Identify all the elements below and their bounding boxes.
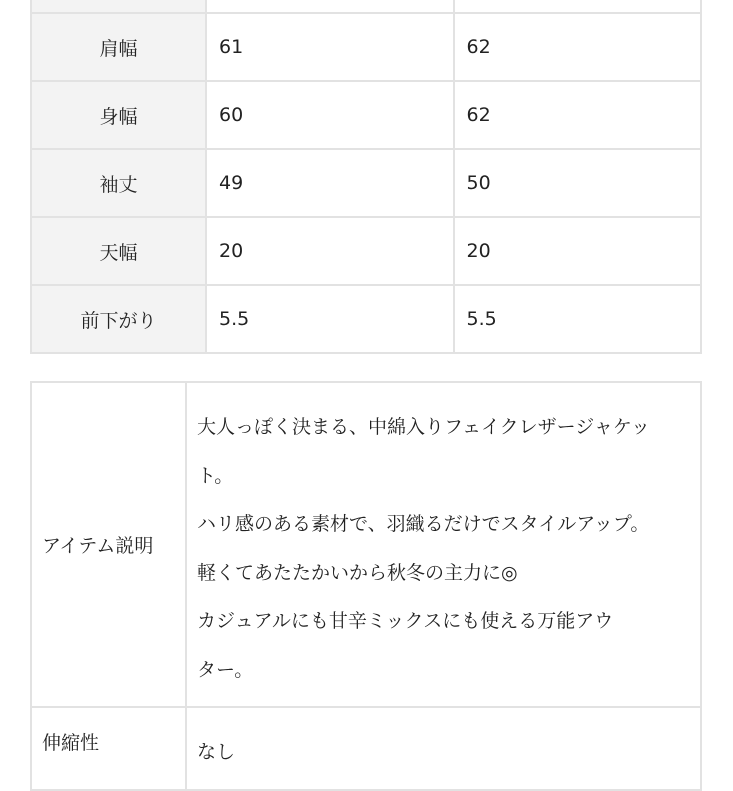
description-content [186,382,701,707]
size-label: 肩幅 [31,13,206,81]
description-line: カジュアルにも甘辛ミックスにも使える万能アウ [197,610,614,632]
size-value-col2: 62 [454,13,702,81]
stretch-value: なし [186,707,701,790]
size-value-col1: 5.5 [206,285,454,353]
table-row [31,81,701,149]
size-label [31,0,206,13]
size-value-col2: 20 [454,217,702,285]
size-label: 袖丈 [31,149,206,217]
description-line: 大人っぽく決まる、中綿入りフェイクレザージャケッ [197,416,650,438]
size-value-col1: 49 [206,149,454,217]
table-row [31,285,701,353]
table-row [31,217,701,285]
size-value-col2: 50 [454,149,702,217]
description-line: ト。 [197,464,234,487]
description-line: ハリ感のある素材で、羽織るだけでスタイルアップ。 [197,513,650,535]
size-value-col1: 61 [206,13,454,81]
table-row [31,0,701,13]
size-label: 天幅 [31,217,206,285]
details-table [30,381,702,791]
description-label: アイテム説明 [31,382,186,707]
stretch-label: 伸縮性 [31,707,186,790]
size-value-col2 [454,0,702,13]
size-value-col1: 60 [206,81,454,149]
description-line: 軽くてあたたかいから秋冬の主力に◎ [197,561,518,584]
size-label: 身幅 [31,81,206,149]
size-value-col1: 20 [206,217,454,285]
table-row [31,707,701,790]
description-line: ター。 [197,658,254,681]
size-value-col2: 62 [454,81,702,149]
size-label: 前下がり [31,285,206,353]
size-table [30,0,702,354]
size-value-col2: 5.5 [454,285,702,353]
table-row [31,382,701,707]
size-value-col1 [206,0,454,13]
table-row [31,149,701,217]
table-row [31,13,701,81]
